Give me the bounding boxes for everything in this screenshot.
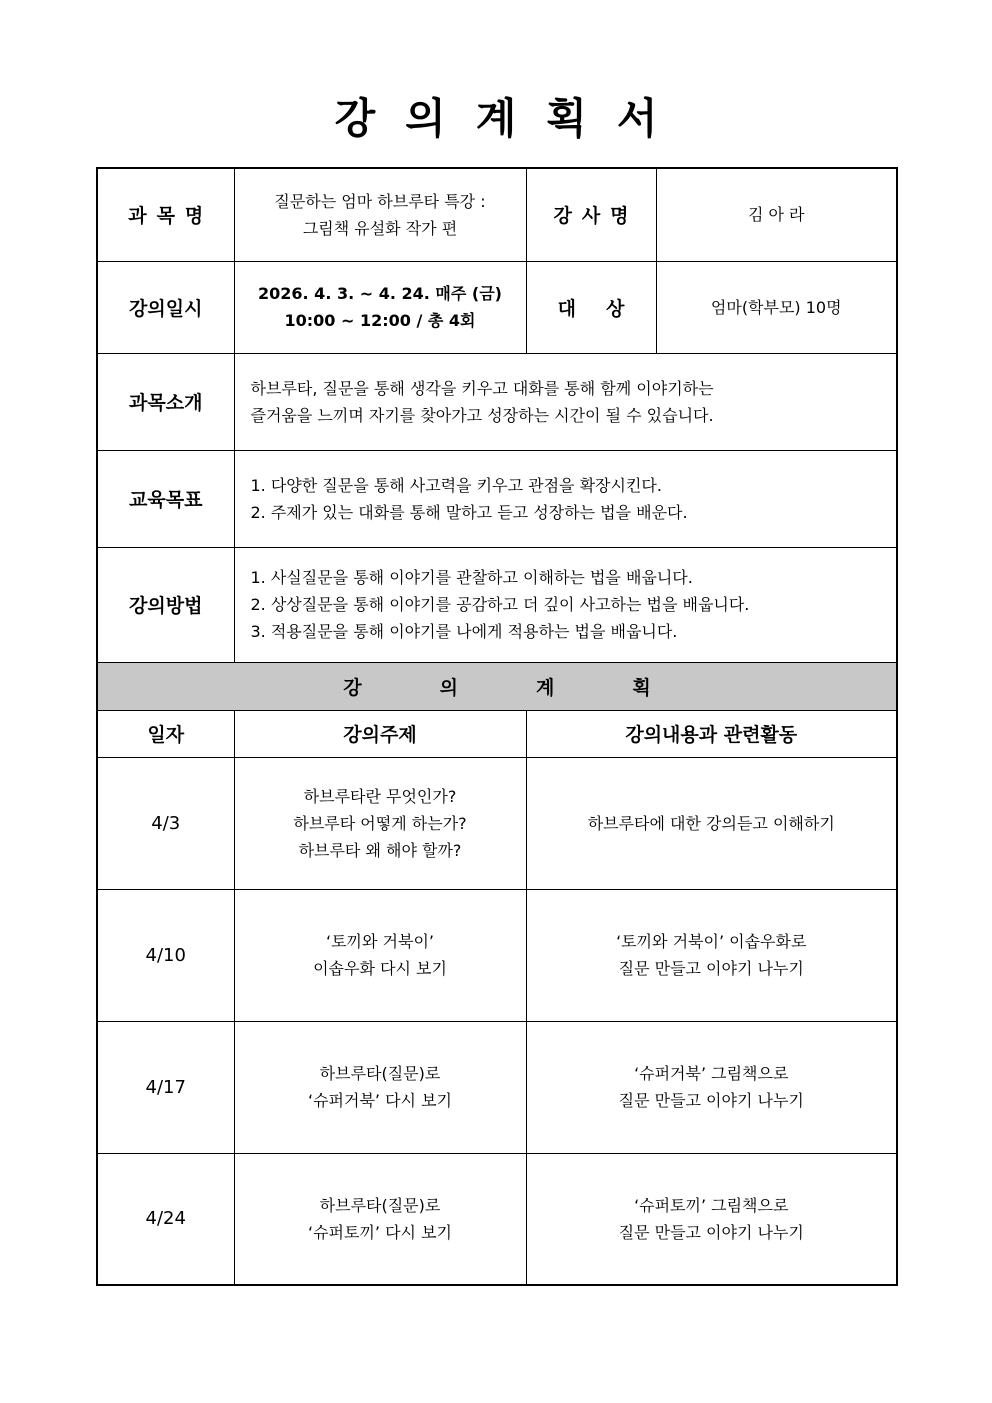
plan-header-row xyxy=(97,710,897,757)
content-line: ‘슈퍼거북’ 그림책으로 xyxy=(634,1064,789,1083)
page-title: 강의계획서 xyxy=(334,94,688,143)
row-content xyxy=(526,1021,897,1153)
row-topic xyxy=(234,889,526,1021)
content-line: 질문 만들고 이야기 나누기 xyxy=(618,1091,804,1110)
header-content: 강의내용과 관련활동 xyxy=(526,710,897,757)
subject-value xyxy=(234,168,526,261)
content-line: 하브루타에 대한 강의듣고 이해하기 xyxy=(587,813,835,833)
content-line: 질문 만들고 이야기 나누기 xyxy=(618,959,804,978)
schedule-label: 강의일시 xyxy=(97,261,234,353)
subject-line: 질문하는 엄마 하브루타 특강 : xyxy=(274,191,486,211)
topic-line: ‘슈퍼거북’ 다시 보기 xyxy=(308,1091,452,1110)
topic-line: 하브루타란 무엇인가? xyxy=(303,786,457,806)
intro-line: 즐거움을 느끼며 자기를 찾아가고 성장하는 시간이 될 수 있습니다. xyxy=(250,405,714,425)
content-line: ‘슈퍼토끼’ 그림책으로 xyxy=(634,1195,789,1215)
method-row xyxy=(97,547,897,662)
row-date: 4/10 xyxy=(97,889,234,1021)
goal-line: 2. 주제가 있는 대화를 통해 말하고 듣고 성장하는 법을 배운다. xyxy=(250,502,688,522)
subject-label: 과목명 xyxy=(97,168,234,261)
topic-line: 하브루타(질문)로 xyxy=(319,1195,441,1215)
row-topic xyxy=(234,1153,526,1285)
row-topic xyxy=(234,757,526,889)
content-line: 질문 만들고 이야기 나누기 xyxy=(618,1222,804,1242)
table-row xyxy=(97,757,897,889)
table-row xyxy=(97,1021,897,1153)
subject-row xyxy=(97,168,897,261)
method-line: 3. 적용질문을 통해 이야기를 나에게 적용하는 법을 배웁니다. xyxy=(250,622,678,641)
plan-section-title: 강의계획 xyxy=(97,662,897,710)
topic-line: ‘슈퍼토끼’ 다시 보기 xyxy=(308,1222,452,1242)
instructor-label: 강사명 xyxy=(526,168,656,261)
row-content xyxy=(526,1153,897,1285)
row-topic xyxy=(234,1021,526,1153)
schedule-row xyxy=(97,261,897,353)
row-content xyxy=(526,889,897,1021)
topic-line: 하브루타(질문)로 xyxy=(319,1064,441,1083)
table-row xyxy=(97,1153,897,1285)
row-date: 4/3 xyxy=(97,757,234,889)
schedule-value xyxy=(234,261,526,353)
goal-value xyxy=(234,450,897,547)
target-value: 엄마(학부모) 10명 xyxy=(656,261,897,353)
row-date: 4/17 xyxy=(97,1021,234,1153)
intro-line: 하브루타, 질문을 통해 생각을 키우고 대화를 통해 함께 이야기하는 xyxy=(250,378,714,398)
header-date: 일자 xyxy=(97,710,234,757)
plan-section-row xyxy=(97,662,897,710)
lecture-plan-table xyxy=(96,167,898,1286)
content-line: ‘토끼와 거북이’ 이솝우화로 xyxy=(616,932,807,951)
topic-line: 이솝우화 다시 보기 xyxy=(313,959,447,978)
topic-line: 하브루타 왜 해야 할까? xyxy=(298,840,462,860)
method-line: 1. 사실질문을 통해 이야기를 관찰하고 이해하는 법을 배웁니다. xyxy=(250,568,693,587)
goal-row xyxy=(97,450,897,547)
header-topic: 강의주제 xyxy=(234,710,526,757)
intro-row xyxy=(97,353,897,450)
intro-label: 과목소개 xyxy=(97,353,234,450)
instructor-value: 김 아 라 xyxy=(656,168,897,261)
topic-line: 하브루타 어떻게 하는가? xyxy=(293,813,467,833)
row-content xyxy=(526,757,897,889)
schedule-line: 10:00 ~ 12:00 / 총 4회 xyxy=(284,311,476,330)
method-value xyxy=(234,547,897,662)
method-line: 2. 상상질문을 통해 이야기를 공감하고 더 깊이 사고하는 법을 배웁니다. xyxy=(250,595,750,614)
method-label: 강의방법 xyxy=(97,547,234,662)
topic-line: ‘토끼와 거북이’ xyxy=(326,932,434,951)
subject-line: 그림책 유설화 작가 편 xyxy=(302,218,458,238)
goal-label: 교육목표 xyxy=(97,450,234,547)
intro-value xyxy=(234,353,897,450)
schedule-line: 2026. 4. 3. ~ 4. 24. 매주 (금) xyxy=(258,284,502,303)
goal-line: 1. 다양한 질문을 통해 사고력을 키우고 관점을 확장시킨다. xyxy=(250,475,662,495)
target-label: 대상 xyxy=(526,261,656,353)
table-row xyxy=(97,889,897,1021)
row-date: 4/24 xyxy=(97,1153,234,1285)
